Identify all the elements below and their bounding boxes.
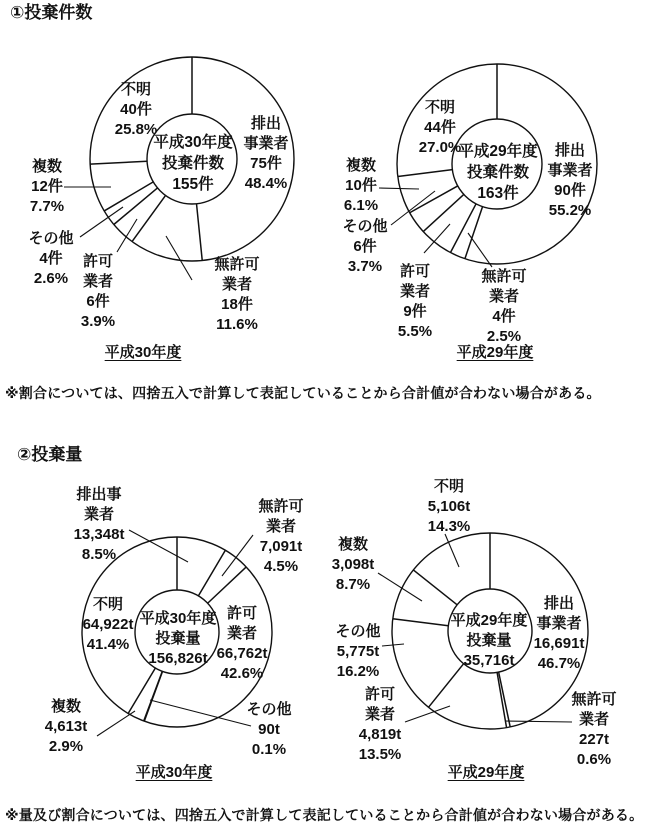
label-line: 2.6% — [33, 270, 69, 287]
segment-label-cases-h30-unknown — [115, 80, 158, 140]
label-line: 8.7% — [335, 576, 371, 593]
label-line: 3,098t — [331, 556, 375, 573]
label-line: 複数 — [337, 536, 369, 553]
label-line: 5.5% — [397, 323, 433, 340]
label-line: 0.1% — [251, 741, 287, 758]
label-line: 業者 — [578, 711, 610, 728]
label-line: 投棄件数 — [161, 155, 224, 172]
leader-line-other — [391, 191, 435, 225]
label-line: 163件 — [477, 185, 519, 202]
rounding-note-amount: ※量及び割合については、四捨五入で計算して表記していることから合計値が合わない場合がある。 — [5, 807, 644, 823]
label-line: 無許可 — [571, 691, 617, 708]
segment-divider-multiple — [410, 186, 458, 213]
segment-label-amount-h30-emitter — [74, 485, 125, 565]
label-line: 6.1% — [343, 197, 379, 214]
label-line: 業者 — [83, 506, 114, 523]
label-line: 64,922t — [82, 616, 134, 633]
label-line: 2.5% — [486, 328, 522, 345]
label-line: 不明 — [92, 596, 123, 613]
label-line: 無許可 — [258, 498, 304, 515]
label-line: 5,775t — [336, 643, 380, 660]
label-line: 複数 — [31, 158, 63, 175]
segment-divider-multiple — [104, 182, 153, 211]
label-line: 投棄件数 — [466, 164, 529, 181]
label-line: 無許可 — [214, 256, 260, 273]
label-line: 27.0% — [418, 139, 462, 156]
rounding-note-cases: ※割合については、四捨五入で計算して表記していることから合計値が合わない場合がある。 — [5, 385, 601, 401]
segment-label-cases-h29-other — [342, 217, 387, 277]
label-line: 平成30年度 — [153, 134, 233, 151]
label-line: 7,091t — [259, 538, 303, 555]
leader-line-unlicensed — [505, 721, 572, 722]
label-line: 無許可 — [481, 268, 527, 285]
segment-divider-unlicensed — [197, 204, 203, 261]
segment-divider-unknown — [398, 170, 453, 177]
label-line: 4,819t — [358, 726, 402, 743]
label-line: 14.3% — [427, 518, 471, 535]
label-line: 4,613t — [44, 718, 88, 735]
segment-divider-licensed — [208, 567, 247, 603]
segment-label-cases-h30-licensed — [81, 252, 115, 332]
label-line: 事業者 — [243, 135, 289, 152]
label-line: 18件 — [221, 296, 253, 313]
leader-line-multiple — [379, 188, 419, 189]
label-line: 66,762t — [216, 645, 268, 662]
segment-label-cases-h30-emitter — [243, 114, 288, 194]
label-line: 不明 — [424, 99, 456, 116]
label-line: 16,691t — [533, 635, 585, 652]
label-line: 複数 — [345, 157, 377, 174]
leader-line-licensed — [405, 706, 450, 722]
label-line: 90件 — [554, 182, 586, 199]
label-line: その他 — [335, 623, 381, 640]
center-label-amount-h29 — [451, 611, 528, 671]
segment-label-cases-h30-multiple — [30, 157, 64, 217]
label-line: 排出事 — [76, 486, 122, 503]
chart-caption-cases-h29 — [457, 344, 534, 362]
label-line: 業者 — [399, 283, 431, 300]
label-line: 3.9% — [80, 313, 116, 330]
label-line: 事業者 — [547, 162, 593, 179]
label-line: 排出 — [554, 142, 586, 159]
label-line: 業者 — [226, 625, 257, 642]
label-line: 平成30年度 — [104, 344, 182, 361]
label-line: 平成30年度 — [139, 610, 217, 627]
label-line: 13,348t — [73, 526, 125, 543]
label-line: その他 — [246, 701, 292, 718]
label-line: 46.7% — [537, 655, 581, 672]
label-line: 8.5% — [81, 546, 117, 563]
label-line: 平成30年度 — [135, 764, 213, 781]
label-line: 平成29年度 — [456, 344, 534, 361]
segment-divider-licensed — [132, 195, 166, 241]
label-line: 4件 — [39, 250, 63, 267]
label-line: 複数 — [50, 698, 82, 715]
label-line: 90t — [258, 721, 280, 738]
chart-caption-amount-h29 — [448, 764, 525, 782]
segment-label-amount-h30-multiple — [45, 697, 88, 757]
label-line: 0.6% — [576, 751, 612, 768]
label-line: 11.6% — [216, 316, 258, 333]
segment-label-amount-h30-unlicensed — [258, 497, 303, 577]
segment-divider-unknown — [128, 668, 155, 713]
leader-line-licensed — [117, 219, 137, 252]
segment-divider-unlicensed — [198, 550, 225, 596]
label-line: 許可 — [226, 605, 257, 622]
label-line: 9件 — [403, 303, 427, 320]
section1-title: ①投棄件数 — [10, 3, 93, 22]
segment-label-cases-h29-unlicensed — [481, 267, 526, 347]
leader-line-other — [150, 700, 251, 726]
label-line: 許可 — [364, 686, 396, 703]
label-line: 44件 — [424, 119, 456, 136]
segment-label-amount-h29-multiple — [332, 535, 375, 595]
label-line: 227t — [578, 731, 610, 748]
label-line: 4件 — [492, 308, 516, 325]
leader-line-licensed — [424, 224, 450, 253]
segment-divider-multiple — [144, 671, 163, 721]
label-line: 16.2% — [336, 663, 380, 680]
label-line: 平成29年度 — [458, 143, 538, 160]
segment-label-amount-h29-licensed — [359, 685, 402, 765]
section2-title: ②投棄量 — [17, 445, 83, 464]
label-line: 事業者 — [536, 615, 582, 632]
label-line: その他 — [28, 230, 74, 247]
label-line: 10件 — [345, 177, 377, 194]
label-line: 42.6% — [220, 665, 264, 682]
segment-divider-unknown — [90, 161, 147, 164]
label-line: 業者 — [82, 273, 114, 290]
segment-label-amount-h30-unknown — [83, 595, 134, 655]
leader-line-multiple — [97, 711, 135, 736]
chart-caption-amount-h30 — [136, 764, 213, 782]
label-line: 業者 — [364, 706, 396, 723]
label-line: 6件 — [353, 238, 377, 255]
segment-label-amount-h30-other — [246, 700, 291, 760]
label-line: 3.7% — [347, 258, 383, 275]
label-line: 業者 — [488, 288, 520, 305]
label-line: 13.5% — [358, 746, 402, 763]
segment-label-amount-h29-other — [335, 622, 380, 682]
segment-label-cases-h29-multiple — [344, 156, 378, 216]
segment-label-amount-h29-emitter — [534, 594, 585, 674]
chart-caption-cases-h30 — [105, 344, 182, 362]
segment-label-cases-h30-other — [28, 229, 73, 289]
label-line: 業者 — [221, 276, 253, 293]
label-line: 平成29年度 — [450, 612, 528, 629]
label-line: 許可 — [399, 263, 431, 280]
label-line: 排出 — [250, 115, 282, 132]
label-line: 48.4% — [244, 175, 288, 192]
segment-divider-licensed — [450, 204, 476, 253]
label-line: 55.2% — [548, 202, 592, 219]
label-line: 7.7% — [29, 198, 65, 215]
label-line: 不明 — [433, 478, 465, 495]
center-label-amount-h30 — [140, 609, 217, 669]
label-line: 投棄量 — [155, 630, 201, 647]
label-line: 不明 — [120, 81, 152, 98]
segment-label-amount-h29-unlicensed — [571, 690, 616, 770]
label-line: 156,826t — [148, 650, 208, 667]
label-line: 41.4% — [86, 636, 130, 653]
label-line: 12件 — [31, 178, 63, 195]
label-line: 75件 — [250, 155, 282, 172]
label-line: 2.9% — [48, 738, 84, 755]
segment-divider-unlicensed — [465, 207, 483, 259]
segment-label-amount-h30-licensed — [217, 604, 268, 684]
label-line: 4.5% — [263, 558, 299, 575]
label-line: 平成29年度 — [447, 764, 525, 781]
segment-label-cases-h29-emitter — [547, 141, 592, 221]
segment-label-cases-h29-unknown — [419, 98, 462, 158]
center-label-cases-h30 — [153, 132, 232, 195]
center-label-cases-h29 — [458, 141, 537, 204]
label-line: 25.8% — [114, 121, 158, 138]
label-line: 投棄量 — [466, 632, 512, 649]
segment-label-amount-h29-unknown — [428, 477, 471, 537]
label-line: その他 — [342, 218, 388, 235]
label-line: 40件 — [120, 101, 152, 118]
segment-label-cases-h30-unlicensed — [214, 255, 259, 335]
label-line: 許可 — [82, 253, 114, 270]
label-line: 35,716t — [463, 652, 515, 669]
leader-line-multiple — [378, 573, 422, 601]
segment-divider-other — [114, 188, 158, 225]
segment-label-cases-h29-licensed — [398, 262, 432, 342]
label-line: 排出 — [543, 595, 574, 612]
segment-divider-multiple — [393, 619, 449, 626]
label-line: 6件 — [86, 293, 110, 310]
label-line: 業者 — [265, 518, 297, 535]
label-line: 5,106t — [427, 498, 471, 515]
label-line: 155件 — [172, 176, 214, 193]
